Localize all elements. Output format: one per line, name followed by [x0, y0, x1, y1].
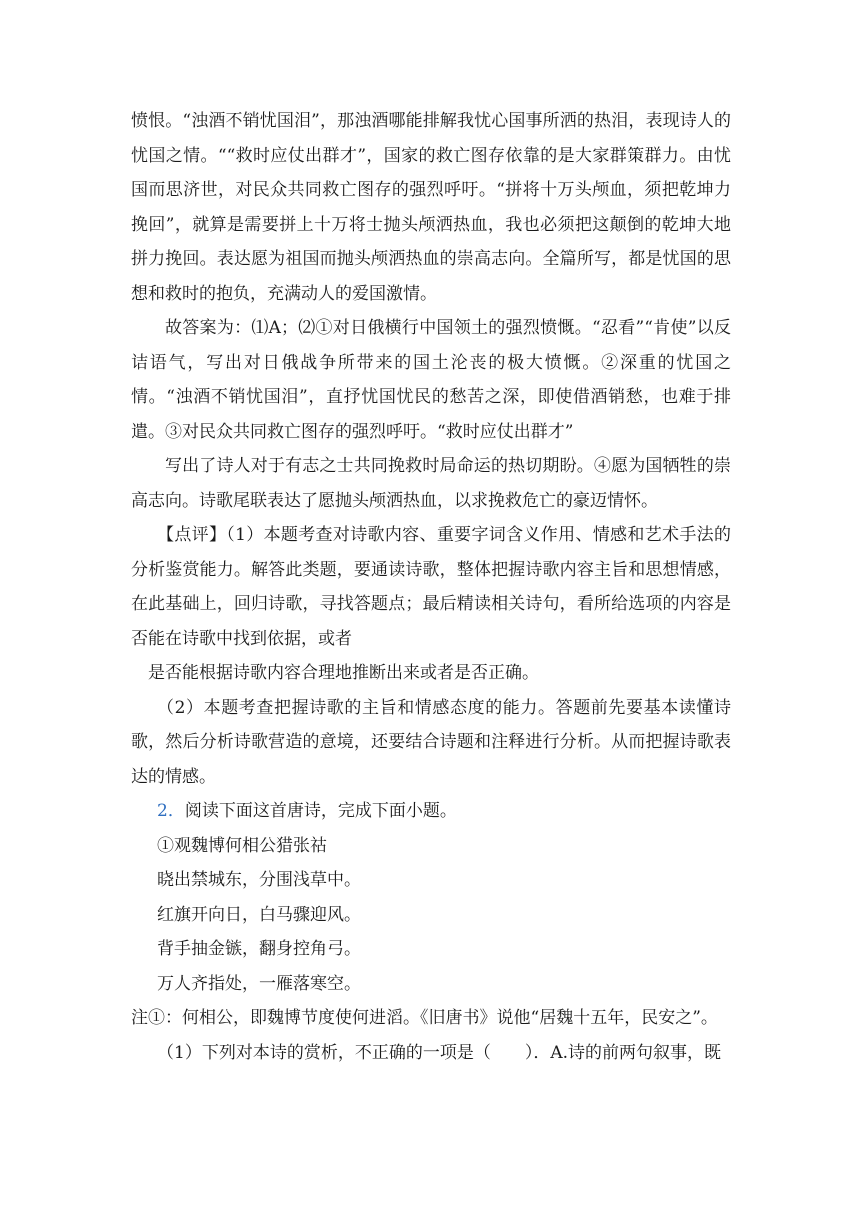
- question-heading: [131, 794, 731, 829]
- poem-line-4: 万人齐指处，一雁落寒空。: [157, 973, 361, 994]
- document-page: [131, 104, 731, 1070]
- question-number: 2．: [157, 801, 185, 821]
- poem-title: ①观魏博何相公猎张祜: [157, 835, 327, 856]
- analysis-paragraph: 愤恨。“浊酒不销忧国泪”，那浊酒哪能排解我忧心国事所洒的热泪，表现诗人的忧国之情。““救时应仗出群才”，国家的救亡图存依靠的是大家群策群力。由忧国而思济世，对民众共同救亡图存的强烈呼吁。“拼将十万头颅血，须把乾坤力挽回”，就算是需要拼上十万将士抛头颅洒热血，我也必须把这颠倒的乾坤大地拼力挽回。表达愿为祖国而抛头颅洒热血的崇高志向。全篇所写，都是忧国的思想和救时的抱负，充满动人的爱国激情。: [131, 111, 731, 304]
- comment-paragraph: 【点评】（1）本题考查对诗歌内容、重要字词含义作用、情感和艺术手法的分析鉴赏能力。解答此类题，要通读诗歌，整体把握诗歌内容主旨和思想情感，在此基础上，回归诗歌，寻找答题点；最后精读相关诗句，看所给选项的内容是否能在诗歌中找到依据，或者: [131, 525, 731, 649]
- poem-line-3: 背手抽金镞，翻身控角弓。: [157, 939, 361, 959]
- answer-paragraph: 故答案为：⑴A；⑵①对日俄横行中国领土的强烈愤慨。“忍看”“肯使”以反诘语气，写出对日俄战争所带来的国土沦丧的极大愤慨。②深重的忧国之情。“浊酒不销忧国泪”，直抒忧国忧民的愁苦之深，即使借酒销愁，也难于排遣。③对民众共同救亡图存的强烈呼吁。“救时应仗出群才”: [131, 318, 731, 442]
- poem-line-1: 晓出禁城东，分围浅草中。: [157, 870, 361, 890]
- sub-question-1: （1）下列对本诗的赏析，不正确的一项是（ ）．A.诗的前两句叙事，既: [157, 1042, 721, 1063]
- answer-paragraph-continued: 写出了诗人对于有志之士共同挽救时局命运的热切期盼。④愿为国牺牲的崇高志向。诗歌尾联表达了愿抛头颅洒热血，以求挽救危亡的豪迈情怀。: [131, 456, 731, 511]
- comment-paragraph-continued: 是否能根据诗歌内容合理地推断出来或者是否正确。: [148, 663, 539, 683]
- poem-note: 注①：何相公，即魏博节度使何进滔。《旧唐书》说他“居魏十五年，民安之”。: [131, 1008, 718, 1028]
- question-text: 阅读下面这首唐诗，完成下面小题。: [184, 801, 457, 821]
- comment-paragraph-2: （2）本题考查把握诗歌的主旨和情感态度的能力。答题前先要基本读懂诗歌，然后分析诗歌营造的意境，还要结合诗题和注释进行分析。从而把握诗歌表达的情感。: [131, 697, 731, 787]
- poem-line-2: 红旗开向日，白马骤迎风。: [157, 904, 361, 925]
